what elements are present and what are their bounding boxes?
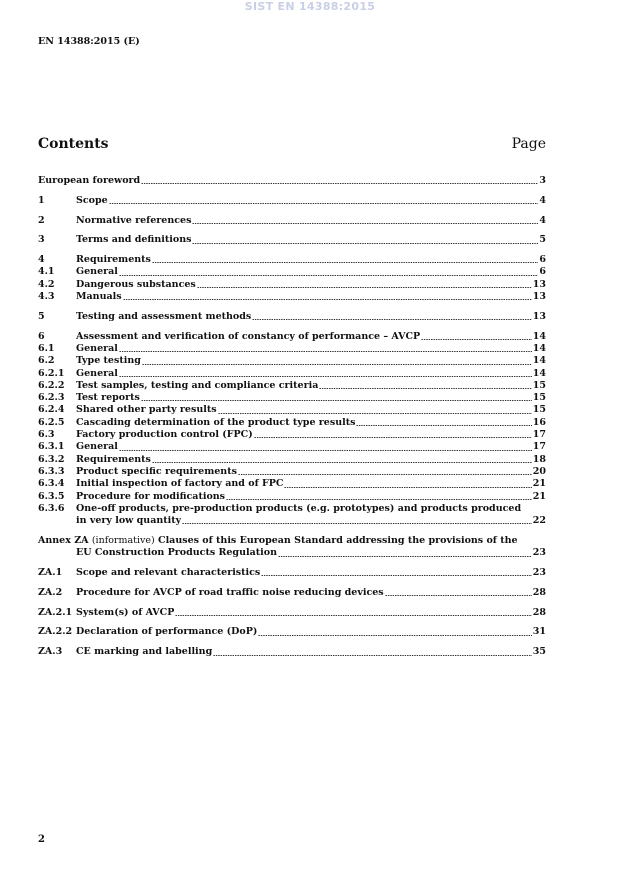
- toc-entry-title: Scope: [76, 194, 108, 206]
- dot-leader: [152, 462, 532, 463]
- toc-entry-6[interactable]: [38, 331, 546, 343]
- toc-entry-page: 20: [532, 465, 546, 477]
- dot-leader: [254, 437, 532, 438]
- toc-entry-title: General: [76, 367, 118, 379]
- dot-leader: [197, 287, 532, 288]
- toc-entry-6-3-2[interactable]: [38, 454, 546, 466]
- toc-entry-title: European foreword: [38, 175, 141, 186]
- toc-entry-6-2-4[interactable]: [38, 404, 546, 416]
- dot-leader: [141, 183, 538, 184]
- toc-entry-page: 35: [532, 646, 546, 658]
- dot-leader: [109, 203, 539, 204]
- toc-entry-page: 14: [532, 367, 546, 379]
- toc-entry-number: 6.2: [38, 355, 55, 367]
- toc-entry-number: 6.2.3: [38, 392, 65, 404]
- toc-entry-6-2-2[interactable]: [38, 380, 546, 392]
- page-column-label: Page: [511, 136, 546, 152]
- toc-entry-number: 6.3.3: [38, 465, 65, 477]
- toc-entry-page: 6: [539, 266, 546, 278]
- toc-entry-title: Declaration of performance (DoP): [76, 626, 258, 638]
- toc-entry-title: Manuals: [76, 291, 122, 303]
- toc-entry-2[interactable]: [38, 215, 546, 227]
- toc-entry-3[interactable]: [38, 234, 546, 246]
- toc-entry-title: Factory production control (FPC): [76, 429, 253, 441]
- toc-entry-title-line1: One-off products, pre-production products (e.g. prototypes) and products produced: [76, 502, 522, 514]
- toc-entry-page: 4: [539, 194, 546, 206]
- toc-entry-title: Terms and definitions: [76, 234, 192, 246]
- dot-leader: [284, 487, 531, 488]
- toc-entry-title: Requirements: [76, 453, 151, 465]
- annex-informative-label: (informative): [91, 534, 155, 546]
- toc-entry-4-1[interactable]: [38, 266, 546, 278]
- dot-leader: [258, 635, 531, 636]
- toc-entry-4-2[interactable]: [38, 279, 546, 291]
- toc-entry-number: 6.3.4: [38, 478, 65, 490]
- toc-entry-number: 6.2.5: [38, 416, 65, 428]
- toc-entry-page: 18: [532, 453, 546, 465]
- toc-entry-page: 15: [532, 404, 546, 416]
- toc-entry-title: Type testing: [76, 355, 141, 367]
- toc-entry-6-3-1[interactable]: [38, 441, 546, 453]
- dot-leader: [152, 262, 538, 263]
- toc-entry-6-1[interactable]: [38, 343, 546, 355]
- toc-entry-page: 5: [539, 234, 546, 246]
- dot-leader: [385, 595, 532, 596]
- toc-entry-page: 14: [532, 355, 546, 367]
- toc-entry-number: 6: [38, 330, 45, 342]
- toc-entry-title: EU Construction Products Regulation: [76, 547, 277, 559]
- toc-entry-number: ZA.3: [38, 646, 63, 658]
- toc-entry-title: Testing and assessment methods: [76, 310, 252, 322]
- toc-entry-title: CE marking and labelling: [76, 646, 213, 658]
- toc-entry-title: Procedure for modifications: [76, 490, 226, 502]
- toc-entry-za-2-2[interactable]: [38, 626, 546, 638]
- dot-leader: [319, 388, 531, 389]
- toc-entry-title: General: [76, 266, 118, 278]
- toc-entry-title: Cascading determination of the product type results: [76, 416, 356, 428]
- toc-entry-number: 6.3.1: [38, 441, 65, 453]
- toc-entry-4[interactable]: [38, 254, 546, 266]
- toc-entry-page: 3: [539, 175, 546, 186]
- dot-leader: [142, 364, 532, 365]
- toc-entry-page: 17: [532, 429, 546, 441]
- dot-leader: [238, 474, 532, 475]
- toc-entry-number: 4: [38, 254, 45, 266]
- toc-entry-number: 4.3: [38, 291, 55, 303]
- toc-entry-number: 4.2: [38, 278, 55, 290]
- dot-leader: [119, 275, 538, 276]
- toc-entry-4-3[interactable]: [38, 291, 546, 303]
- toc-entry-6-2-3[interactable]: [38, 392, 546, 404]
- toc-entry-number: 6.3.2: [38, 453, 65, 465]
- table-of-contents: [38, 175, 546, 659]
- dot-leader: [356, 425, 531, 426]
- toc-entry-page: 21: [532, 490, 546, 502]
- toc-entry-page: 16: [532, 416, 546, 428]
- dot-leader: [119, 351, 532, 352]
- toc-entry-annex-za[interactable]: [38, 535, 546, 560]
- toc-entry-page: 28: [532, 606, 546, 618]
- toc-entry-number: 3: [38, 234, 45, 246]
- dot-leader: [175, 615, 531, 616]
- toc-entry-number: 6.2.4: [38, 404, 65, 416]
- toc-entry-page: 31: [532, 626, 546, 638]
- toc-entry-title: System(s) of AVCP: [76, 606, 175, 618]
- toc-entry-6-3-6[interactable]: [38, 503, 546, 528]
- toc-entry-foreword[interactable]: [38, 175, 546, 187]
- dot-leader: [278, 556, 532, 557]
- toc-entry-title: Test samples, testing and compliance criteria: [76, 379, 319, 391]
- toc-entry-number: 1: [38, 194, 45, 206]
- watermark: SIST EN 14388:2015: [244, 0, 376, 13]
- toc-entry-page: 4: [539, 214, 546, 226]
- dot-leader: [252, 319, 532, 320]
- dot-leader: [119, 450, 532, 451]
- toc-entry-number: 6.1: [38, 342, 55, 354]
- toc-entry-page: 21: [532, 478, 546, 490]
- toc-entry-page: 13: [532, 291, 546, 303]
- dot-leader: [119, 376, 532, 377]
- toc-entry-number: 6.3: [38, 429, 55, 441]
- dot-leader: [192, 243, 538, 244]
- page-number: 2: [38, 834, 45, 845]
- toc-entry-page: 14: [532, 330, 546, 342]
- toc-entry-6-3-5[interactable]: [38, 491, 546, 503]
- toc-entry-page: 15: [532, 392, 546, 404]
- toc-entry-6-3[interactable]: [38, 429, 546, 441]
- dot-leader: [261, 575, 531, 576]
- toc-entry-6-2-5[interactable]: [38, 417, 546, 429]
- toc-entry-6-3-4[interactable]: [38, 478, 546, 490]
- toc-entry-1[interactable]: [38, 195, 546, 207]
- dot-leader: [123, 299, 532, 300]
- toc-entry-title: Procedure for AVCP of road traffic noise reducing devices: [76, 586, 384, 598]
- dot-leader: [213, 655, 532, 656]
- toc-entry-page: 23: [532, 567, 546, 579]
- toc-entry-za-3[interactable]: [38, 646, 546, 658]
- toc-entry-number: 2: [38, 214, 45, 226]
- toc-entry-number: 5: [38, 310, 45, 322]
- toc-entry-title: General: [76, 342, 118, 354]
- toc-entry-title: Product specific requirements: [76, 465, 237, 477]
- toc-entry-page: 13: [532, 278, 546, 290]
- toc-entry-page: 6: [539, 254, 546, 266]
- document-id: EN 14388:2015 (E): [38, 36, 140, 47]
- toc-entry-page: 13: [532, 310, 546, 322]
- toc-entry-title: in very low quantity: [76, 515, 182, 527]
- toc-entry-title: Assessment and verification of constancy of performance – AVCP: [76, 330, 421, 342]
- toc-entry-page: 14: [532, 342, 546, 354]
- toc-entry-title: Shared other party results: [76, 404, 217, 416]
- toc-entry-title: Test reports: [76, 392, 140, 404]
- toc-entry-number: ZA.2.1: [38, 606, 73, 618]
- toc-entry-page: 23: [532, 547, 546, 559]
- toc-entry-title: Requirements: [76, 254, 151, 266]
- dot-leader: [218, 413, 532, 414]
- dot-leader: [421, 339, 532, 340]
- dot-leader: [141, 400, 532, 401]
- dot-leader: [226, 499, 532, 500]
- toc-entry-number: ZA.2: [38, 586, 63, 598]
- toc-entry-title: Dangerous substances: [76, 278, 196, 290]
- toc-entry-page: 28: [532, 586, 546, 598]
- toc-entry-page: 17: [532, 441, 546, 453]
- toc-entry-5[interactable]: [38, 311, 546, 323]
- toc-entry-title: General: [76, 441, 118, 453]
- toc-entry-page: 15: [532, 379, 546, 391]
- toc-entry-page: 22: [532, 515, 546, 527]
- toc-entry-number: 6.2.1: [38, 367, 65, 379]
- toc-entry-title-line1: Clauses of this European Standard addressing the provisions of the: [158, 534, 518, 546]
- toc-entry-number: 6.3.5: [38, 490, 65, 502]
- toc-entry-number: ZA.1: [38, 567, 63, 579]
- toc-entry-6-2-1[interactable]: [38, 368, 546, 380]
- dot-leader: [192, 223, 538, 224]
- dot-leader: [182, 523, 532, 524]
- toc-entry-number: 4.1: [38, 266, 55, 278]
- toc-entry-number: 6.2.2: [38, 379, 65, 391]
- toc-entry-number: 6.3.6: [38, 502, 65, 514]
- toc-entry-6-2[interactable]: [38, 355, 546, 367]
- toc-entry-za-2-1[interactable]: [38, 607, 546, 619]
- toc-entry-6-3-3[interactable]: [38, 466, 546, 478]
- toc-entry-title: Normative references: [76, 214, 192, 226]
- toc-entry-number: ZA.2.2: [38, 626, 73, 638]
- toc-entry-title: Initial inspection of factory and of FPC: [76, 478, 284, 490]
- toc-entry-title: Scope and relevant characteristics: [76, 567, 261, 579]
- contents-title: Contents: [38, 136, 109, 152]
- annex-label: Annex ZA: [38, 534, 89, 546]
- toc-entry-za-2[interactable]: [38, 587, 546, 599]
- toc-entry-za-1[interactable]: [38, 567, 546, 579]
